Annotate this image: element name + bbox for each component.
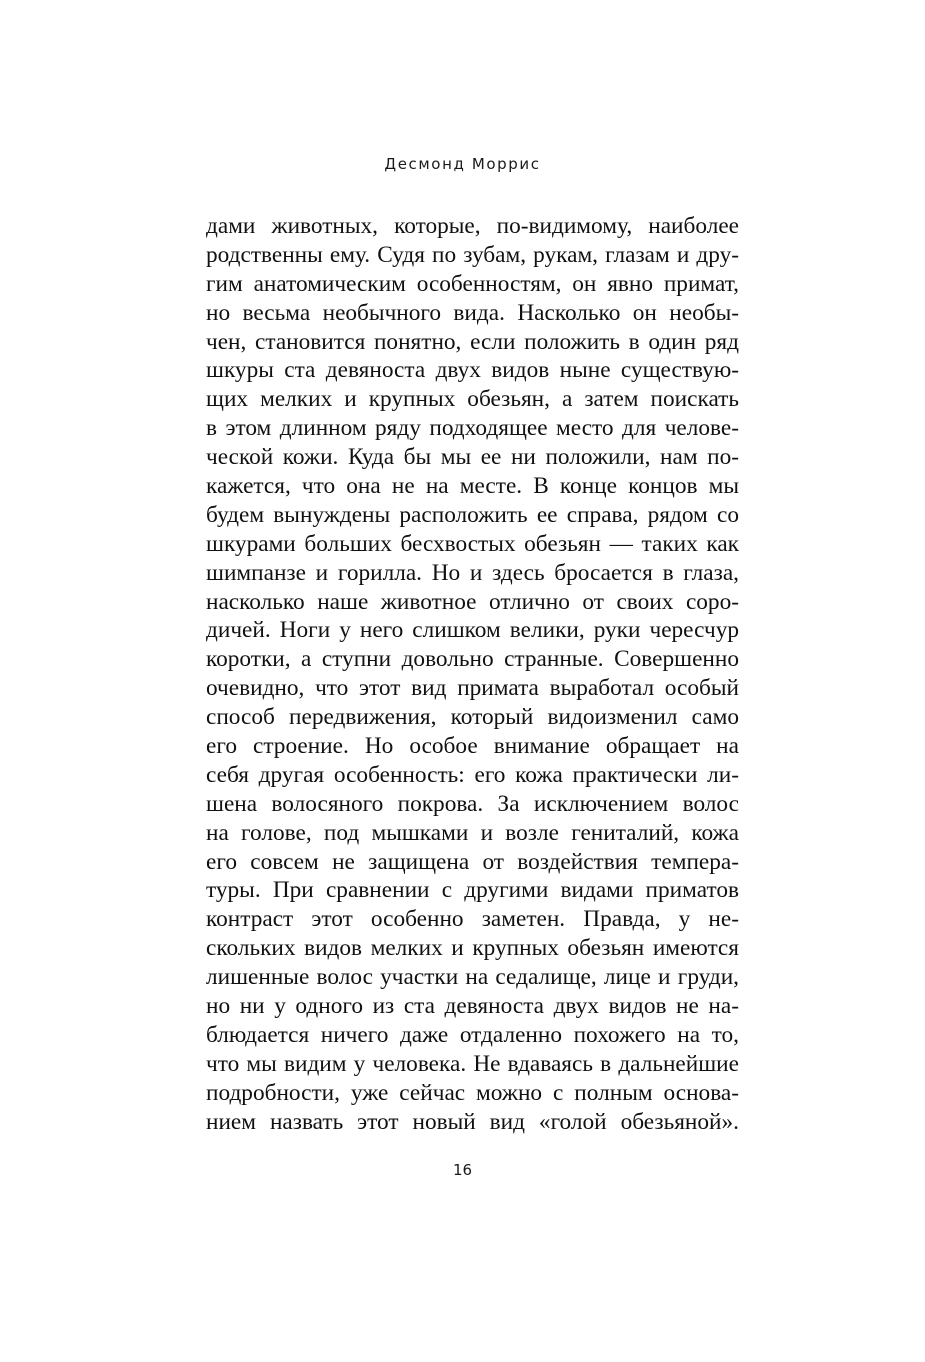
text-line: подробности, уже сейчас можно с полным основа- <box>206 1079 739 1106</box>
text-line: шимпанзе и горилла. Но и здесь бросается в глаза, <box>206 559 739 586</box>
text-line: щих мелких и крупных обезьян, а затем поискать <box>206 386 739 413</box>
text-line: будем вынуждены расположить ее справа, рядом со <box>206 501 739 528</box>
text-line: его строение. Но особое внимание обращает на <box>206 733 739 760</box>
text-line: его совсем не защищена от воздействия темпера- <box>206 848 739 875</box>
body-text <box>206 212 739 1137</box>
text-line: лишенные волос участки на седалище, лице и груди, <box>206 964 739 991</box>
text-line: но ни у одного из ста девяноста двух видов не на- <box>206 993 739 1020</box>
text-line: контраст этот особенно заметен. Правда, у не- <box>206 906 739 933</box>
text-line: гим анатомическим особенностям, он явно примат, <box>206 270 739 297</box>
text-line: шкурами больших бесхвостых обезьян — таких как <box>206 530 739 557</box>
text-line: чен, становится понятно, если положить в один ряд <box>206 328 739 355</box>
text-line: очевидно, что этот вид примата выработал особый <box>206 675 739 702</box>
text-line: дами животных, которые, по-видимому, наиболее <box>206 213 739 239</box>
text-line: насколько наше животное отлично от своих соро- <box>206 588 739 615</box>
text-line: дичей. Ноги у него слишком велики, руки чересчур <box>206 617 739 644</box>
text-line: в этом длинном ряду подходящее место для челове- <box>206 415 739 442</box>
running-head-author: Десмонд Моррис <box>384 155 541 173</box>
text-line: блюдается ничего даже отдаленно похожего на то, <box>206 1021 739 1048</box>
text-line: туры. При сравнении с другими видами приматов <box>206 877 739 904</box>
text-line: родственны ему. Судя по зубам, рукам, глазам и дру- <box>206 241 739 268</box>
text-line: коротки, а ступни довольно странные. Совершенно <box>206 646 739 673</box>
text-line: шена волосяного покрова. За исключением волос <box>206 790 739 817</box>
text-line: скольких видов мелких и крупных обезьян имеются <box>206 935 739 962</box>
text-line: ческой кожи. Куда бы мы ее ни положили, нам по- <box>206 444 739 471</box>
text-line: кажется, что она не на месте. В конце концов мы <box>206 473 739 500</box>
text-line: нием назвать этот новый вид «голой обезьяной». <box>206 1108 739 1135</box>
text-line: но весьма необычного вида. Насколько он необы- <box>206 299 739 326</box>
text-line: на голове, под мышками и возле гениталий, кожа <box>206 819 739 846</box>
text-line: способ передвижения, который видоизменил само <box>206 704 739 731</box>
text-line: шкуры ста девяноста двух видов ныне существую- <box>206 357 739 384</box>
page-number: 16 <box>452 1161 473 1179</box>
text-line: что мы видим у человека. Не вдаваясь в дальнейшие <box>206 1050 739 1077</box>
text-line: себя другая особенность: его кожа практически ли- <box>206 761 739 788</box>
